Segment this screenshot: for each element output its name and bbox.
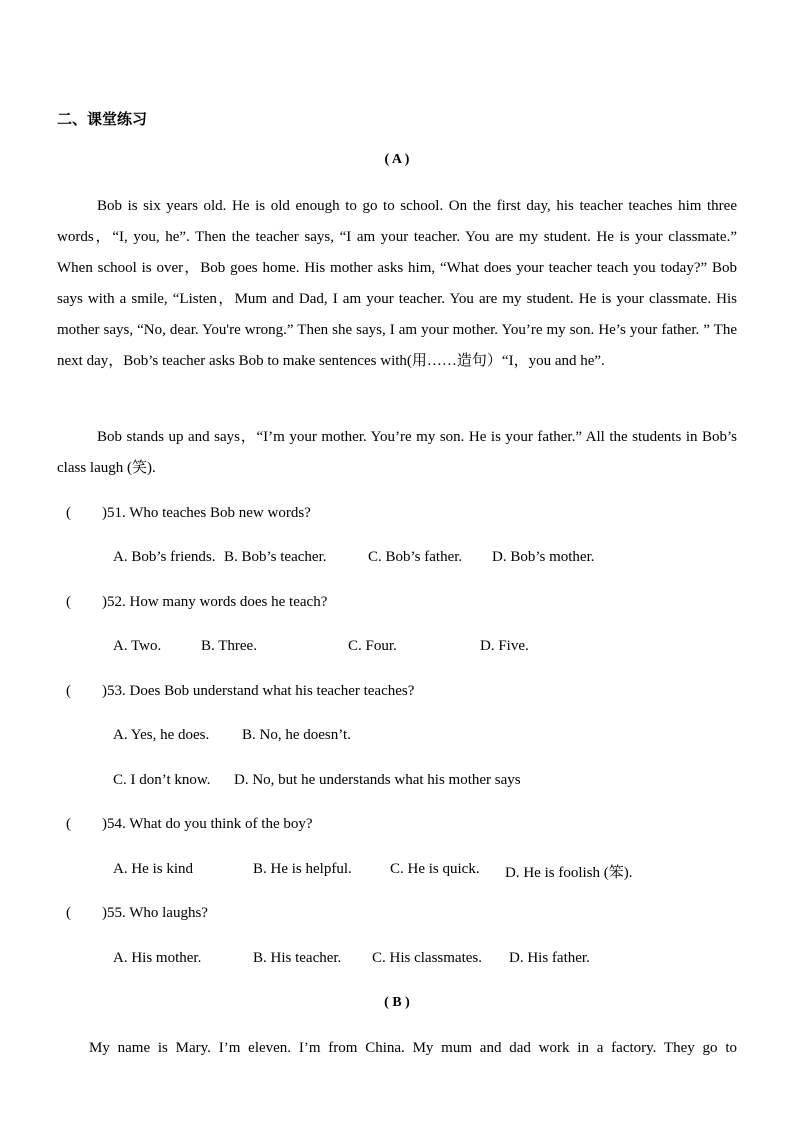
option-b: B. No, he doesn’t.: [242, 727, 351, 743]
option-d: D. He is foolish (笨).: [505, 865, 633, 881]
answer-blank[interactable]: (: [66, 816, 71, 832]
option-c: C. Four.: [348, 638, 397, 654]
question-text: )55. Who laughs?: [102, 905, 208, 921]
option-a: A. Bob’s friends.: [113, 549, 216, 565]
option-c: C. I don’t know.: [113, 772, 211, 788]
question-54: [66, 816, 313, 833]
question-52: [66, 594, 327, 611]
part-b-label: ( B ): [384, 995, 410, 1010]
question-53: [66, 683, 414, 700]
passage-a-paragraph-1: Bob is six years old. He is old enough to go to school. On the first day, his teacher teaches him three words，“I, you, he”. Then the teacher says, “I am your teacher. You are my student. He is your classmate.” When school is over，Bob goes home. His mother asks him, “What does your teacher teach you today?” Bob says with a smile, “Listen，Mum and Dad, I am your teacher. You are my student. He is your classmate. His mother says, “No, dear. You're wrong.” Then she says, I am your mother. You’re my son. He’s your father. ” The next day，Bob’s teacher asks Bob to make sentences with(用……造句）“I，you and he”.: [57, 198, 737, 369]
option-d: D. His father.: [509, 950, 590, 966]
answer-blank[interactable]: (: [66, 905, 71, 921]
question-text: )54. What do you think of the boy?: [102, 816, 313, 832]
part-a-label: ( A ): [384, 152, 410, 167]
option-c: C. Bob’s father.: [368, 549, 463, 565]
answer-blank[interactable]: (: [66, 683, 71, 699]
answer-blank[interactable]: (: [66, 505, 71, 521]
option-d: D. No, but he understands what his mother says: [234, 772, 521, 788]
option-b: B. He is helpful.: [253, 861, 352, 877]
question-51: [66, 505, 311, 522]
option-a: A. Two.: [113, 638, 162, 654]
question-text: )53. Does Bob understand what his teacher teaches?: [102, 683, 415, 699]
option-a: A. His mother.: [113, 950, 202, 966]
question-text: )52. How many words does he teach?: [102, 594, 328, 610]
option-d: D. Five.: [480, 638, 529, 654]
option-c: C. His classmates.: [372, 950, 482, 966]
question-55: [66, 905, 208, 922]
option-d: D. Bob’s mother.: [492, 549, 595, 565]
option-b: B. Bob’s teacher.: [224, 549, 327, 565]
question-text: )51. Who teaches Bob new words?: [102, 505, 311, 521]
option-a: A. Yes, he does.: [113, 727, 210, 743]
passage-b-paragraph-1: My name is Mary. I’m eleven. I’m from China. My mum and dad work in a factory. They go to: [89, 1040, 737, 1056]
section-heading: 二、课堂练习: [57, 110, 148, 128]
option-c: C. He is quick.: [390, 861, 480, 877]
option-b: B. Three.: [201, 638, 257, 654]
option-b: B. His teacher.: [253, 950, 342, 966]
passage-a-paragraph-2: Bob stands up and says，“I’m your mother. You’re my son. He is your father.” All the students in Bob’s class laugh (笑).: [57, 429, 737, 476]
answer-blank[interactable]: (: [66, 594, 71, 610]
option-a: A. He is kind: [113, 861, 193, 877]
